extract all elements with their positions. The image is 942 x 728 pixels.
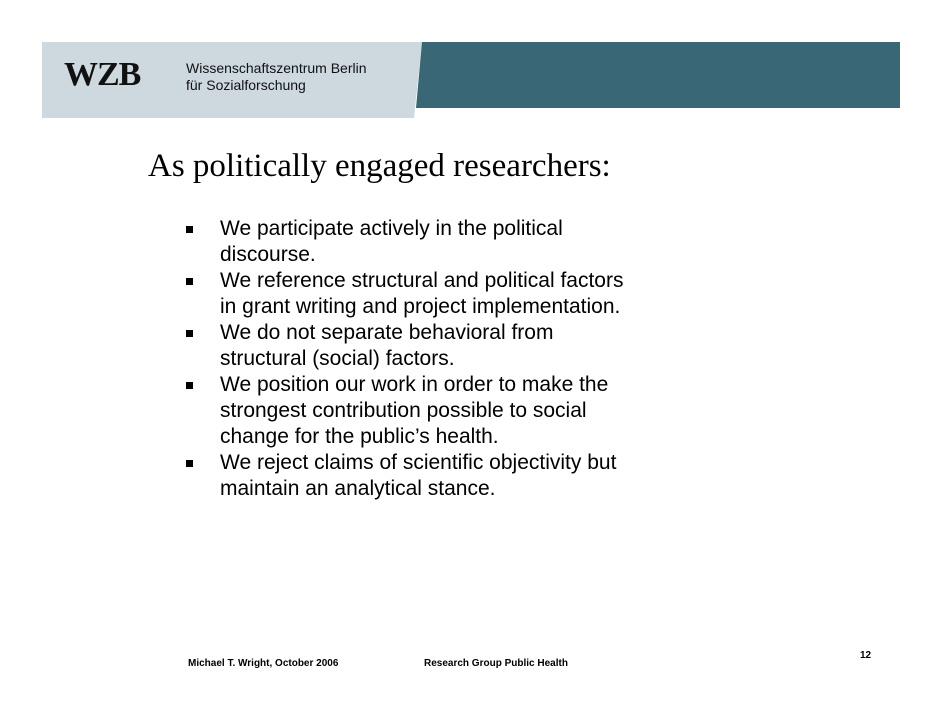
bullet-line: structural (social) factors. — [220, 347, 455, 370]
bullet-line: strongest contribution possible to social — [220, 399, 587, 422]
wzb-logo: WZB — [64, 56, 141, 93]
bullet-item — [186, 320, 706, 372]
square-bullet-icon — [186, 226, 193, 233]
bullet-item — [186, 450, 706, 502]
bullet-line: in grant writing and project implementation. — [220, 295, 621, 318]
bullet-line: We reject claims of scientific objectivity but — [220, 451, 617, 474]
footer-group: Research Group Public Health — [424, 658, 568, 669]
institution-line-2: für Sozialforschung — [186, 77, 306, 93]
square-bullet-icon — [186, 460, 193, 467]
institution-name — [186, 60, 367, 94]
bullet-line: We reference structural and political factors — [220, 269, 624, 292]
bullet-item — [186, 216, 706, 268]
bullet-line: change for the public’s health. — [220, 425, 499, 448]
header-bands — [42, 42, 900, 118]
institution-line-1: Wissenschaftszentrum Berlin — [186, 60, 367, 76]
bullet-line: discourse. — [220, 243, 316, 266]
square-bullet-icon — [186, 278, 193, 285]
header-dark-band — [416, 42, 900, 108]
bullet-line: We position our work in order to make the — [220, 373, 609, 396]
bullet-line: We participate actively in the political — [220, 217, 563, 240]
bullet-list — [186, 216, 706, 502]
bullet-line: We do not separate behavioral from — [220, 321, 554, 344]
square-bullet-icon — [186, 330, 193, 337]
page-number: 12 — [860, 650, 872, 661]
slide-title: As politically engaged researchers: — [148, 148, 611, 184]
bullet-item — [186, 372, 706, 450]
bullet-item — [186, 268, 706, 320]
slide-header — [42, 42, 900, 118]
square-bullet-icon — [186, 382, 193, 389]
footer-author: Michael T. Wright, October 2006 — [188, 658, 339, 669]
bullet-line: maintain an analytical stance. — [220, 477, 496, 500]
